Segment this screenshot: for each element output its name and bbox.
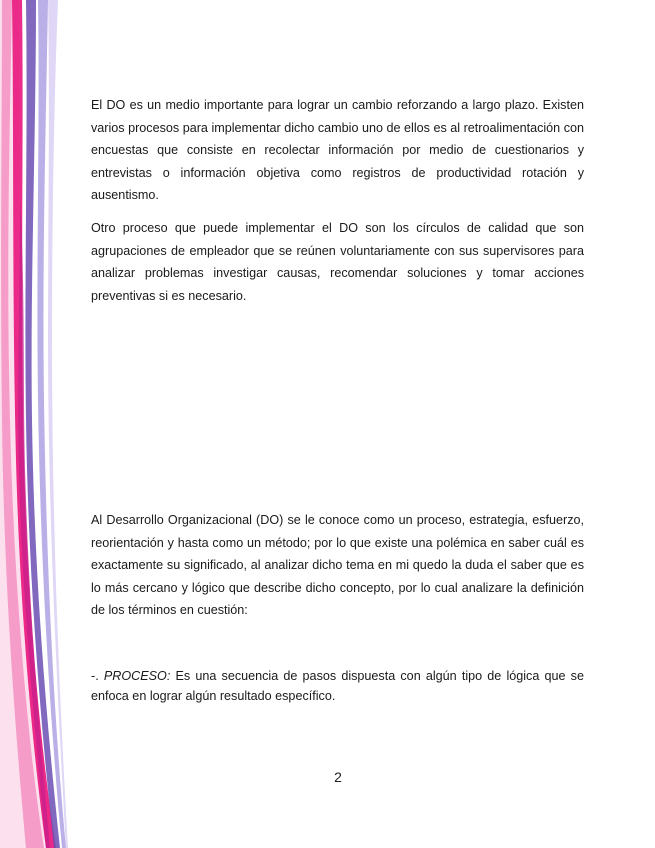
definition-proceso xyxy=(91,667,584,706)
definition-text: Es una secuencia de pasos dispuesta con algún tipo de lógica que se enfoca en lograr algún resultado específico. xyxy=(91,669,584,703)
paragraph-circulos-calidad: Otro proceso que puede implementar el DO son los círculos de calidad que son agrupaciones de empleador que se reúnen voluntariamente con sus supervisores para analizar problemas investigar causas, recomendar soluciones y tomar acciones preventivas si es necesario. xyxy=(91,221,584,303)
definition-prefix: -. xyxy=(91,669,104,683)
paragraph-desarrollo-organizacional: Al Desarrollo Organizacional (DO) se le conoce como un proceso, estrategia, esfuerzo, reorientación y hasta como un método; por lo que existe una polémica en saber cuál es exactamente su significado, al analizar dicho tema en mi quedo la duda el saber que es lo más cercano y lógico que describe dicho concepto, por lo cual analizare la definición de los términos en cuestión: xyxy=(91,513,584,617)
definition-term: PROCESO: xyxy=(103,669,171,683)
decorative-ribbon xyxy=(0,0,80,848)
paragraph-do-cambio: El DO es un medio importante para lograr un cambio reforzando a largo plazo. Existen varios procesos para implementar dicho cambio uno de ellos es al retroalimentación con encuestas que consiste en recolectar información por medio de cuestionarios y entrevistas o información objetiva como registros de productividad rotación y ausentismo. xyxy=(91,98,584,202)
page-number: 2 xyxy=(334,769,342,785)
